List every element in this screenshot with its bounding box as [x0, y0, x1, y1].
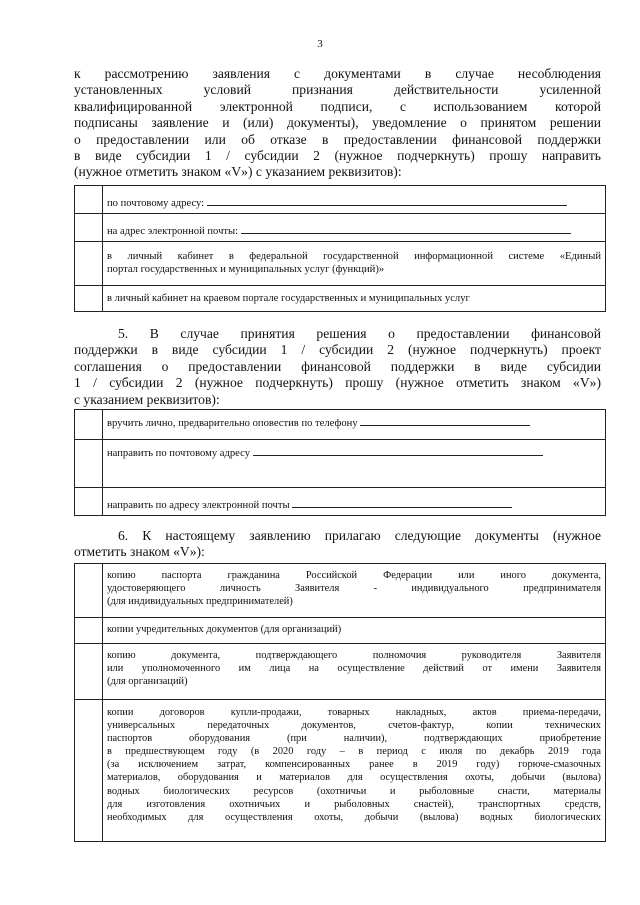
fill-line[interactable] — [292, 496, 512, 508]
fill-line[interactable] — [360, 414, 530, 426]
document-text: удостоверяющего личность Заявителя - индивидуального предпринимателя — [107, 583, 601, 595]
table-row — [75, 213, 606, 241]
checkbox-cell[interactable] — [75, 410, 103, 440]
document-text: (за исключением затрат, компенсированных ранее в 2019 году) горюче-смазочных — [107, 759, 601, 771]
option-label: в личный кабинет в федеральной государственной информационной системе «Единый — [107, 250, 601, 262]
table-row — [75, 241, 606, 285]
option-cell — [103, 213, 606, 241]
table-row — [75, 285, 606, 311]
document-text: водных биологических ресурсов (охотничьи и рыболовные снасти, материалы — [107, 785, 601, 797]
checkbox-cell[interactable] — [75, 700, 103, 842]
text-line: 1 / субсидии 2 (нужное подчеркнуть) прошу (нужное отметить знаком «V») — [74, 375, 601, 391]
text-line: отметить знаком «V»): — [74, 544, 205, 560]
attached-documents-table — [74, 563, 606, 842]
document-cell — [103, 564, 606, 618]
table-row — [75, 700, 606, 842]
checkbox-cell[interactable] — [75, 644, 103, 700]
table-row — [75, 644, 606, 700]
option-label: направить по почтовому адресу — [107, 448, 250, 459]
option-cell — [103, 241, 606, 285]
document-cell — [103, 644, 606, 700]
option-cell — [103, 186, 606, 214]
text-line: к рассмотрению заявления с документами в случае несоблюдения — [74, 66, 601, 81]
option-label: в личный кабинет на краевом портале государственных и муниципальных услуг — [107, 292, 470, 304]
table-row — [75, 488, 606, 516]
option-label: на адрес электронной почты: — [107, 225, 239, 237]
document-text: копии учредительных документов (для организаций) — [107, 624, 342, 635]
document-text: паспортов оборудования (при наличии), подтверждающих приобретение — [107, 733, 601, 745]
text-line: подписаны заявление и (или) документы), уведомление о принятом решении — [74, 115, 601, 131]
option-cell — [103, 285, 606, 311]
option-label: вручить лично, предварительно оповестив по телефону — [107, 418, 358, 429]
document-cell — [103, 700, 606, 842]
document-text: или уполномоченного им лица на осуществление действий от имени Заявителя — [107, 663, 601, 675]
text-line: квалифицированной электронной подписи, с использованием которой — [74, 98, 601, 114]
checkbox-cell[interactable] — [75, 213, 103, 241]
table-row — [75, 410, 606, 440]
paragraph-6 — [74, 528, 601, 561]
document-text: необходимых для осуществления охоты, добычи (вылова) водных биологических — [107, 811, 601, 823]
text-line: (нужное отметить знаком «V») с указанием реквизитов): — [74, 164, 402, 180]
document-text: универсальных передаточных документов, счетов-фактур, копии технических — [107, 720, 601, 732]
option-label: портал государственных и муниципальных услуг (функций)» — [107, 264, 385, 276]
page-number: 3 — [317, 38, 323, 50]
document-text: копию паспорта гражданина Российской Федерации или иного документа, — [107, 570, 601, 581]
checkbox-cell[interactable] — [75, 488, 103, 516]
fill-line[interactable] — [241, 222, 571, 234]
checkbox-cell[interactable] — [75, 618, 103, 644]
document-text: (для индивидуальных предпринимателей) — [107, 596, 293, 608]
option-label: направить по адресу электронной почты — [107, 500, 290, 511]
table-row — [75, 440, 606, 488]
text-line: соглашения о предоставлении финансовой поддержки в виде субсидии — [74, 358, 601, 374]
document-text: копии договоров купли-продажи, товарных накладных, актов приема-передачи, — [107, 707, 601, 718]
table-row — [75, 618, 606, 644]
text-line: с указанием реквизитов): — [74, 391, 220, 407]
notification-method-table — [74, 185, 606, 312]
checkbox-cell[interactable] — [75, 186, 103, 214]
option-cell — [103, 440, 606, 488]
fill-line[interactable] — [253, 444, 543, 456]
document-cell — [103, 618, 606, 644]
table-row — [75, 564, 606, 618]
table-row — [75, 186, 606, 214]
option-cell — [103, 488, 606, 516]
document-text: копию документа, подтверждающего полномочия руководителя Заявителя — [107, 650, 601, 661]
option-label: по почтовому адресу: — [107, 198, 205, 209]
option-cell — [103, 410, 606, 440]
fill-line[interactable] — [207, 194, 567, 206]
document-text: материалов, оборудования и материалов для осуществления охоты, добычи (вылова) — [107, 772, 601, 784]
document-text: для изготовления охотничьих и рыболовных снастей), транспортных средств, — [107, 798, 601, 810]
checkbox-cell[interactable] — [75, 285, 103, 311]
paragraph-5 — [74, 326, 601, 408]
text-line: поддержки в виде субсидии 1 / субсидии 2 (нужное подчеркнуть) проект — [74, 342, 601, 358]
text-line: о предоставлении или об отказе в предоставлении финансовой поддержки — [74, 131, 601, 147]
checkbox-cell[interactable] — [75, 241, 103, 285]
text-line: 5. В случае принятия решения о предоставлении финансовой — [118, 326, 601, 341]
document-text: в предшествующем году (в 2020 году – в период с июля по декабрь 2019 года — [107, 746, 601, 758]
text-line: установленных условий признания действительности усиленной — [74, 82, 601, 98]
text-line: 6. К настоящему заявлению прилагаю следующие документы (нужное — [118, 528, 601, 543]
paragraph-top — [74, 66, 601, 181]
document-text: (для организаций) — [107, 676, 188, 688]
agreement-delivery-table — [74, 409, 606, 516]
text-line: в виде субсидии 1 / субсидии 2 (нужное подчеркнуть) прошу направить — [74, 148, 601, 164]
checkbox-cell[interactable] — [75, 440, 103, 488]
checkbox-cell[interactable] — [75, 564, 103, 618]
